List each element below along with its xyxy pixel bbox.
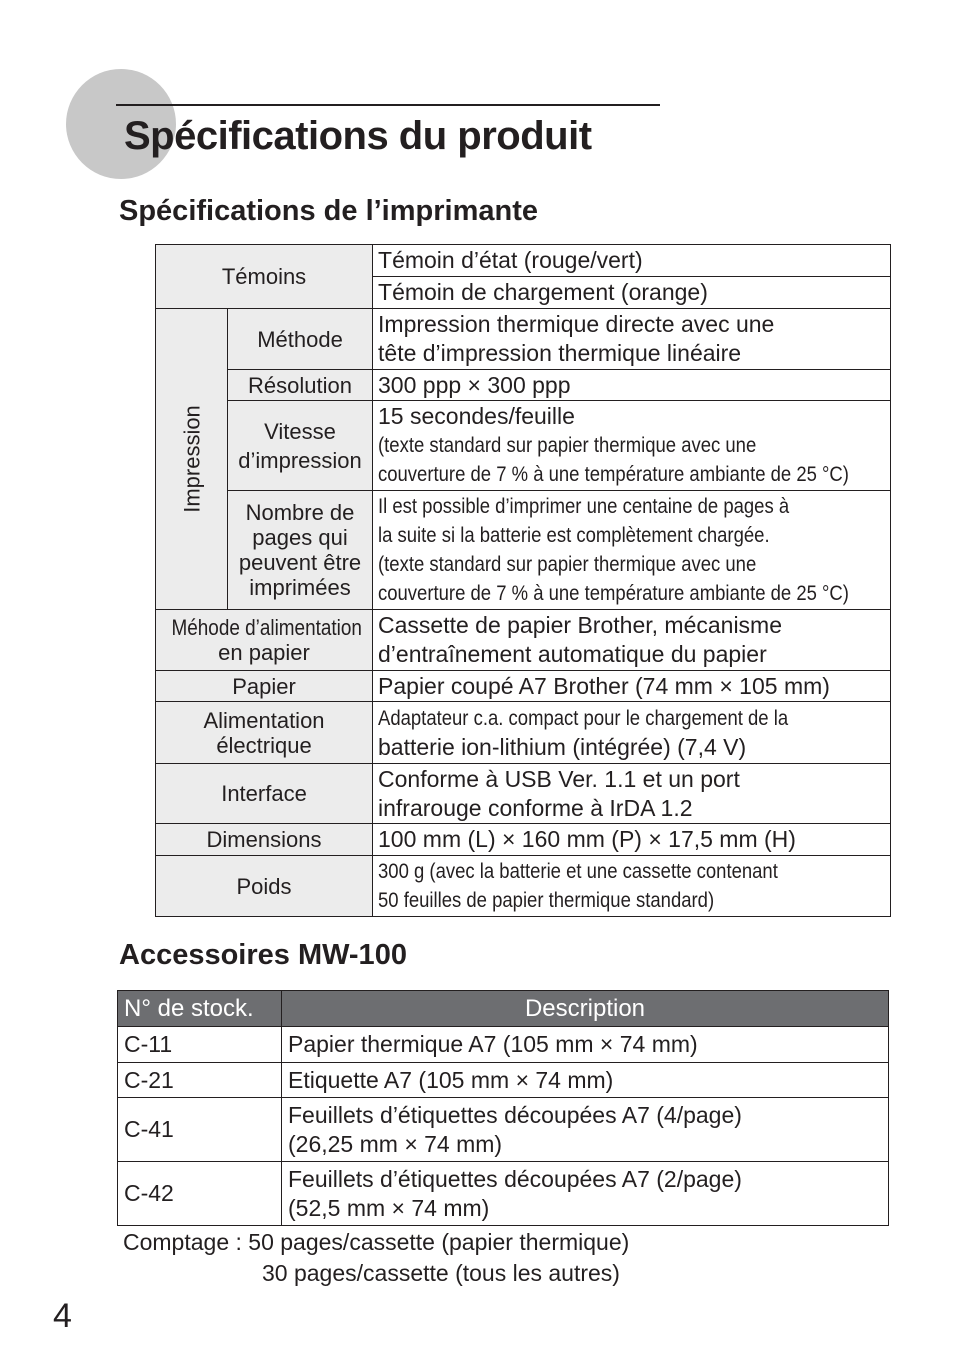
table-row xyxy=(118,1063,889,1098)
description: Papier thermique A7 (105 mm × 74 mm) xyxy=(282,1027,889,1063)
methode-line-2: tête d’impression thermique linéaire xyxy=(378,340,742,366)
vitesse-label-line-1: Vitesse xyxy=(264,418,336,444)
nombre-pages-label-line-1: Nombre de xyxy=(245,500,355,525)
nombre-pages-label-line-3: peuvent être xyxy=(238,550,362,575)
description xyxy=(282,1098,889,1162)
alimentation-papier-line-2: d’entraînement automatique du papier xyxy=(378,641,767,667)
table-row xyxy=(156,671,891,702)
vitesse-line-3: couverture de 7 % à une température ambiante de 25 °C) xyxy=(378,462,849,486)
quantity-note-line-1: Comptage : 50 pages/cassette (papier thermique) xyxy=(123,1229,630,1255)
alimentation-electrique-line-2: batterie ion-lithium (intégrée) (7,4 V) xyxy=(378,733,747,760)
alimentation-electrique-line-1: Adaptateur c.a. compact pour le chargement de la xyxy=(378,705,789,730)
papier-value: Papier coupé A7 Brother (74 mm × 105 mm) xyxy=(373,671,891,702)
alimentation-papier-label xyxy=(156,610,373,671)
stock-code: C-11 xyxy=(118,1027,282,1063)
methode-value xyxy=(373,309,891,370)
methode-line-1: Impression thermique directe avec une xyxy=(378,311,775,337)
table-row xyxy=(118,1098,889,1162)
alimentation-papier-label-line-1: Méhode d’alimentation xyxy=(171,615,362,640)
resolution-label: Résolution xyxy=(228,370,373,401)
table-row xyxy=(156,702,891,764)
description-line-2: (52,5 mm × 74 mm) xyxy=(288,1194,490,1221)
nombre-pages-line-2: la suite si la batterie est complètement chargée. xyxy=(378,523,770,547)
dimensions-label: Dimensions xyxy=(156,824,373,856)
table-row xyxy=(156,401,891,491)
alimentation-papier-value xyxy=(373,610,891,671)
alimentation-papier-line-1: Cassette de papier Brother, mécanisme xyxy=(378,612,782,638)
vitesse-line-2: (texte standard sur papier thermique avec une xyxy=(378,433,757,457)
description-line-1: Feuillets d’étiquettes découpées A7 (4/page) xyxy=(288,1101,742,1128)
alimentation-electrique-label xyxy=(156,702,373,764)
interface-label: Interface xyxy=(156,764,373,824)
impression-vertical-label: Impression xyxy=(179,405,204,513)
alimentation-papier-label-line-2: en papier xyxy=(218,640,310,665)
interface-value xyxy=(373,764,891,824)
dimensions-value: 100 mm (L) × 160 mm (P) × 17,5 mm (H) xyxy=(373,824,891,856)
temoins-value-1: Témoin d’état (rouge/vert) xyxy=(373,245,891,277)
interface-line-1: Conforme à USB Ver. 1.1 et un port xyxy=(378,765,740,792)
table-header-row xyxy=(118,991,889,1027)
resolution-value: 300 ppp × 300 ppp xyxy=(373,370,891,401)
vitesse-line-1: 15 secondes/feuille xyxy=(378,403,575,429)
nombre-pages-line-3: (texte standard sur papier thermique avec une xyxy=(378,552,757,576)
nombre-pages-line-4: couverture de 7 % à une température ambiante de 25 °C) xyxy=(378,581,849,605)
poids-label: Poids xyxy=(156,856,373,917)
papier-label: Papier xyxy=(156,671,373,702)
nombre-pages-label xyxy=(228,491,373,610)
title-rule xyxy=(116,104,660,106)
description-line-1: Feuillets d’étiquettes découpées A7 (2/page) xyxy=(288,1165,742,1192)
alimentation-electrique-label-line-2: électrique xyxy=(216,732,312,758)
poids-value xyxy=(373,856,891,917)
printer-specs-table xyxy=(155,244,891,917)
description: Etiquette A7 (105 mm × 74 mm) xyxy=(282,1063,889,1098)
nombre-pages-line-1: Il est possible d’imprimer une centaine de pages à xyxy=(378,494,790,518)
alimentation-electrique-label-line-1: Alimentation xyxy=(203,707,325,733)
table-row xyxy=(156,856,891,917)
stock-code: C-41 xyxy=(118,1098,282,1162)
alimentation-electrique-value xyxy=(373,702,891,764)
description xyxy=(282,1162,889,1226)
table-row xyxy=(156,245,891,277)
description-line-2: (26,25 mm × 74 mm) xyxy=(288,1130,503,1157)
table-row xyxy=(118,1027,889,1063)
table-row xyxy=(118,1162,889,1226)
poids-line-2: 50 feuilles de papier thermique standard) xyxy=(378,888,715,912)
methode-label: Méthode xyxy=(228,309,373,370)
nombre-pages-value xyxy=(373,491,891,610)
column-header-description: Description xyxy=(282,991,889,1027)
page-title: Spécifications du produit xyxy=(124,114,592,158)
temoins-label: Témoins xyxy=(156,245,373,309)
impression-group-label xyxy=(156,309,228,610)
column-header-stock: N° de stock. xyxy=(118,991,282,1027)
stock-code: C-21 xyxy=(118,1063,282,1098)
table-row xyxy=(156,764,891,824)
table-row xyxy=(156,610,891,671)
poids-line-1: 300 g (avec la batterie et une cassette contenant xyxy=(378,859,778,883)
quantity-note-line-2: 30 pages/cassette (tous les autres) xyxy=(262,1260,620,1286)
vitesse-value xyxy=(373,401,891,491)
table-row xyxy=(156,491,891,610)
nombre-pages-label-line-4: imprimées xyxy=(249,575,351,600)
page-number: 4 xyxy=(53,1297,72,1335)
printer-specs-heading: Spécifications de l’imprimante xyxy=(119,195,538,227)
interface-line-2: infrarouge conforme à IrDA 1.2 xyxy=(378,794,693,821)
nombre-pages-label-line-2: pages qui xyxy=(252,525,348,550)
accessories-table xyxy=(117,990,889,1226)
vitesse-label xyxy=(228,401,373,491)
vitesse-label-line-2: d’impression xyxy=(238,447,362,473)
table-row xyxy=(156,824,891,856)
accessories-heading: Accessoires MW-100 xyxy=(119,939,407,971)
table-row xyxy=(156,370,891,401)
stock-code: C-42 xyxy=(118,1162,282,1226)
table-row xyxy=(156,309,891,370)
temoins-value-2: Témoin de chargement (orange) xyxy=(373,277,891,309)
